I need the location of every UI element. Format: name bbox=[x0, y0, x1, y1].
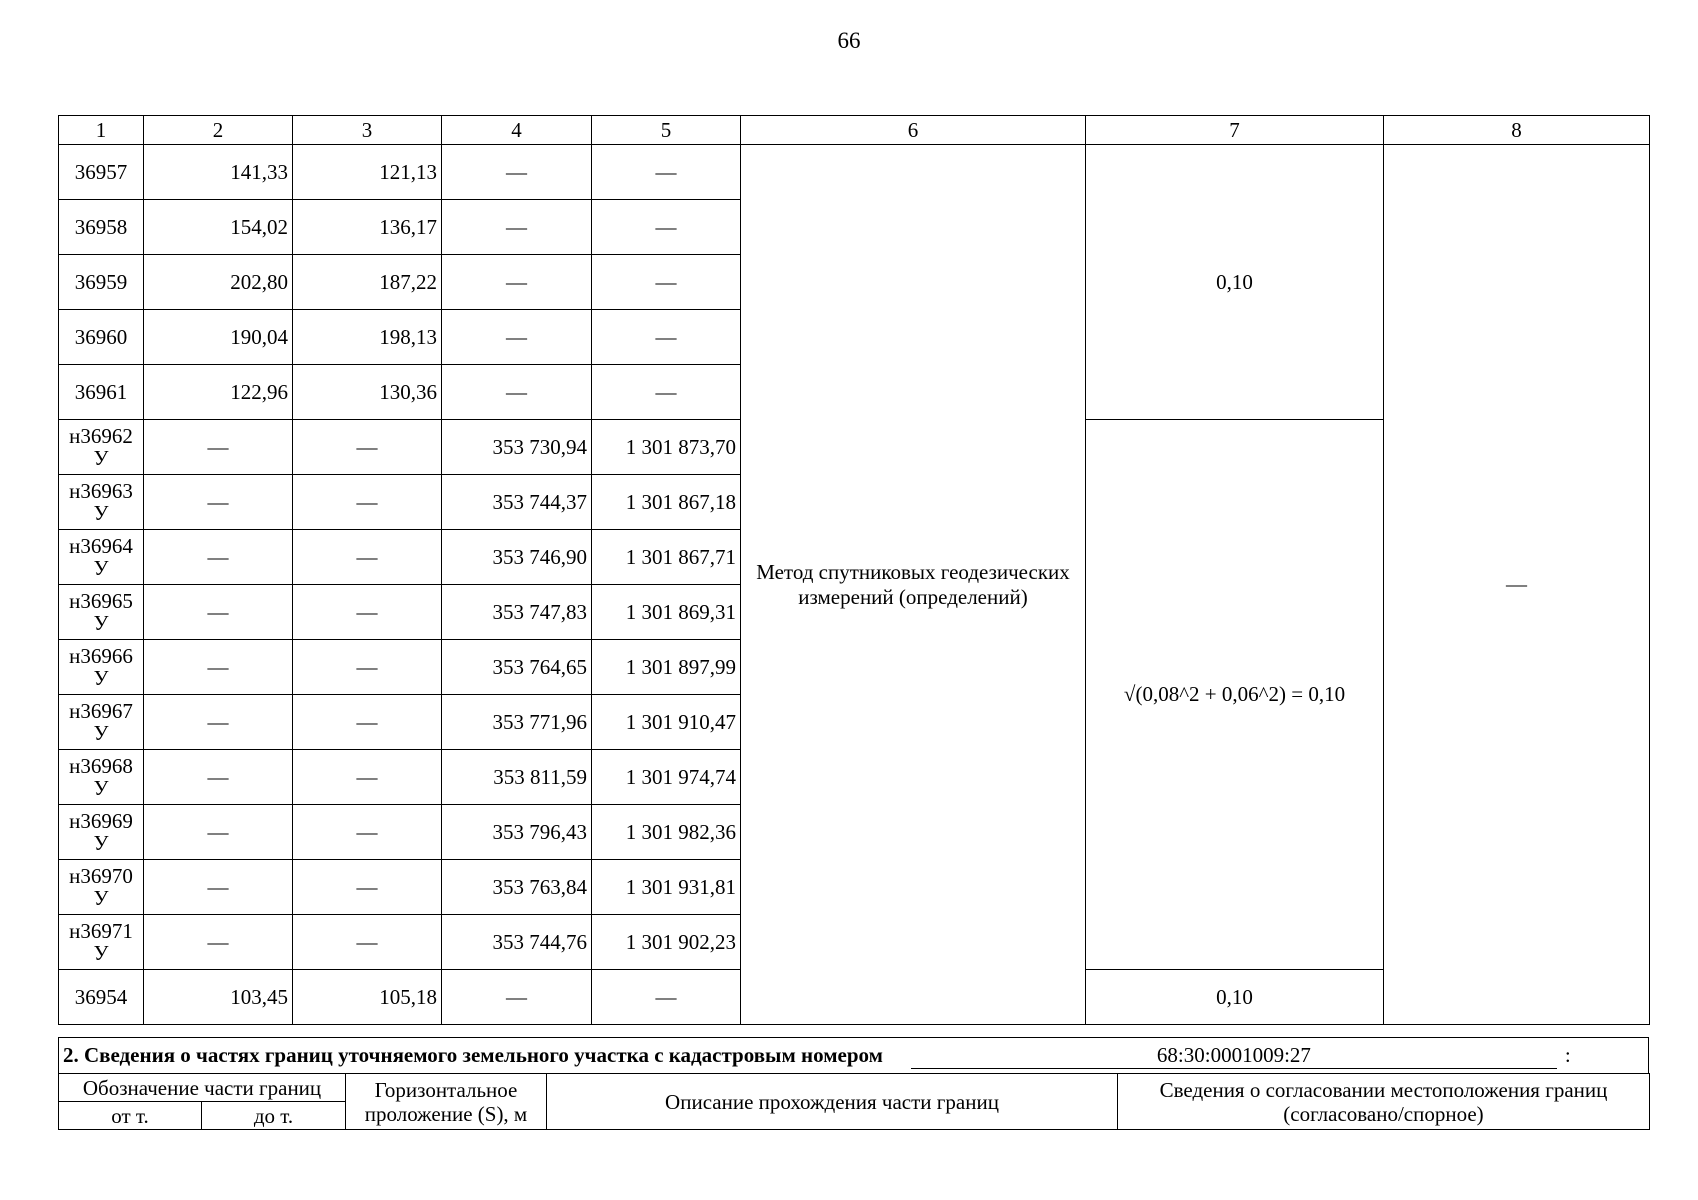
old-x-cell: 202,80 bbox=[144, 255, 293, 310]
point-id-line: У bbox=[93, 501, 109, 525]
new-y-cell: — bbox=[592, 145, 741, 200]
section2-suffix: : bbox=[1564, 1043, 1571, 1067]
agreement-header: Сведения о согласовании местоположения границ (согласовано/спорное) bbox=[1118, 1074, 1650, 1130]
new-x-cell: — bbox=[442, 970, 592, 1025]
column8-cell: — bbox=[1384, 145, 1650, 1025]
header-row bbox=[59, 116, 1650, 145]
point-id-line: У bbox=[93, 776, 109, 800]
point-id-cell bbox=[59, 640, 144, 695]
new-y-cell: 1 301 910,47 bbox=[592, 695, 741, 750]
point-id-cell bbox=[59, 530, 144, 585]
point-id-cell bbox=[59, 860, 144, 915]
new-y-cell: — bbox=[592, 310, 741, 365]
old-y-cell: 136,17 bbox=[293, 200, 442, 255]
new-y-cell: 1 301 897,99 bbox=[592, 640, 741, 695]
new-x-cell: — bbox=[442, 145, 592, 200]
point-id-line: 36959 bbox=[74, 270, 128, 294]
section2-title-table bbox=[58, 1037, 1649, 1074]
point-id-line: н36963 bbox=[69, 479, 133, 503]
to-point-header: до т. bbox=[202, 1102, 346, 1130]
old-x-cell: — bbox=[144, 420, 293, 475]
new-y-cell: 1 301 974,74 bbox=[592, 750, 741, 805]
point-id-line: У bbox=[93, 556, 109, 580]
point-id-line: У bbox=[93, 666, 109, 690]
new-y-cell: 1 301 867,71 bbox=[592, 530, 741, 585]
point-id-cell bbox=[59, 200, 144, 255]
point-id-line: н36967 bbox=[69, 699, 133, 723]
point-id-line: 36957 bbox=[74, 160, 128, 184]
old-x-cell: — bbox=[144, 860, 293, 915]
point-id-cell bbox=[59, 475, 144, 530]
old-y-cell: 105,18 bbox=[293, 970, 442, 1025]
old-y-cell: — bbox=[293, 915, 442, 970]
point-id-line: У bbox=[93, 721, 109, 745]
old-x-cell: — bbox=[144, 585, 293, 640]
header-cell: 7 bbox=[1086, 116, 1384, 145]
point-id-line: У bbox=[93, 611, 109, 635]
point-id-line: н36968 bbox=[69, 754, 133, 778]
new-y-cell: — bbox=[592, 970, 741, 1025]
old-y-cell: — bbox=[293, 860, 442, 915]
point-id-cell bbox=[59, 310, 144, 365]
new-y-cell: — bbox=[592, 255, 741, 310]
new-x-cell: — bbox=[442, 310, 592, 365]
point-id-line: н36964 bbox=[69, 534, 133, 558]
point-id-line: н36970 bbox=[69, 864, 133, 888]
old-x-cell: — bbox=[144, 805, 293, 860]
old-y-cell: — bbox=[293, 805, 442, 860]
new-x-cell: 353 763,84 bbox=[442, 860, 592, 915]
point-id-line: У bbox=[93, 886, 109, 910]
new-x-cell: 353 811,59 bbox=[442, 750, 592, 805]
new-x-cell: 353 747,83 bbox=[442, 585, 592, 640]
old-x-cell: — bbox=[144, 750, 293, 805]
header-cell: 1 bbox=[59, 116, 144, 145]
point-id-cell bbox=[59, 255, 144, 310]
new-x-cell: — bbox=[442, 365, 592, 420]
new-x-cell: 353 744,37 bbox=[442, 475, 592, 530]
old-y-cell: — bbox=[293, 750, 442, 805]
point-id-cell bbox=[59, 750, 144, 805]
point-id-cell bbox=[59, 915, 144, 970]
cadastral-number: 68:30:0001009:27 bbox=[911, 1042, 1557, 1069]
old-y-cell: — bbox=[293, 475, 442, 530]
coordinates-table bbox=[58, 115, 1650, 1025]
new-y-cell: 1 301 902,23 bbox=[592, 915, 741, 970]
new-y-cell: 1 301 869,31 bbox=[592, 585, 741, 640]
point-id-line: н36966 bbox=[69, 644, 133, 668]
old-y-cell: — bbox=[293, 585, 442, 640]
new-x-cell: 353 730,94 bbox=[442, 420, 592, 475]
new-x-cell: 353 796,43 bbox=[442, 805, 592, 860]
accuracy-top-cell: 0,10 bbox=[1086, 145, 1384, 420]
header-cell: 4 bbox=[442, 116, 592, 145]
section2-title: 2. Сведения о частях границ уточняемого земельного участка с кадастровым номером bbox=[63, 1043, 883, 1067]
section2-title-cell bbox=[59, 1038, 1649, 1074]
point-id-line: 36954 bbox=[74, 985, 128, 1009]
accuracy-formula-cell: √(0,08^2 + 0,06^2) = 0,10 bbox=[1086, 420, 1384, 970]
point-id-line: 36960 bbox=[74, 325, 128, 349]
point-id-cell bbox=[59, 805, 144, 860]
new-x-cell: — bbox=[442, 200, 592, 255]
old-y-cell: — bbox=[293, 695, 442, 750]
old-y-cell: — bbox=[293, 640, 442, 695]
old-x-cell: — bbox=[144, 475, 293, 530]
new-y-cell: 1 301 982,36 bbox=[592, 805, 741, 860]
point-id-cell bbox=[59, 585, 144, 640]
point-id-line: 36958 bbox=[74, 215, 128, 239]
old-x-cell: — bbox=[144, 530, 293, 585]
old-x-cell: — bbox=[144, 640, 293, 695]
point-id-cell bbox=[59, 145, 144, 200]
point-id-cell bbox=[59, 695, 144, 750]
new-x-cell: — bbox=[442, 255, 592, 310]
old-y-cell: 187,22 bbox=[293, 255, 442, 310]
point-id-line: н36965 bbox=[69, 589, 133, 613]
old-y-cell: — bbox=[293, 530, 442, 585]
method-cell: Метод спутниковых геодезических измерений (определений) bbox=[741, 145, 1086, 1025]
old-x-cell: — bbox=[144, 695, 293, 750]
point-id-line: н36971 bbox=[69, 919, 133, 943]
point-id-line: У bbox=[93, 831, 109, 855]
old-x-cell: 103,45 bbox=[144, 970, 293, 1025]
old-x-cell: 154,02 bbox=[144, 200, 293, 255]
old-x-cell: 122,96 bbox=[144, 365, 293, 420]
description-header: Описание прохождения части границ bbox=[547, 1074, 1118, 1130]
designation-header: Обозначение части границ bbox=[59, 1074, 346, 1102]
point-id-cell bbox=[59, 970, 144, 1025]
new-y-cell: 1 301 873,70 bbox=[592, 420, 741, 475]
new-x-cell: 353 771,96 bbox=[442, 695, 592, 750]
page-number: 66 bbox=[837, 28, 861, 53]
new-y-cell: — bbox=[592, 365, 741, 420]
old-y-cell: 198,13 bbox=[293, 310, 442, 365]
new-y-cell: 1 301 931,81 bbox=[592, 860, 741, 915]
point-id-line: У bbox=[93, 941, 109, 965]
old-y-cell: — bbox=[293, 420, 442, 475]
table-row bbox=[59, 145, 1650, 200]
header-cell: 2 bbox=[144, 116, 293, 145]
from-point-header: от т. bbox=[59, 1102, 202, 1130]
old-y-cell: 130,36 bbox=[293, 365, 442, 420]
point-id-cell bbox=[59, 420, 144, 475]
header-cell: 3 bbox=[293, 116, 442, 145]
boundary-parts-table bbox=[58, 1073, 1650, 1130]
horizontal-header: Горизонтальное проложение (S), м bbox=[346, 1074, 547, 1130]
new-x-cell: 353 764,65 bbox=[442, 640, 592, 695]
accuracy-bottom-cell: 0,10 bbox=[1086, 970, 1384, 1025]
new-x-cell: 353 746,90 bbox=[442, 530, 592, 585]
point-id-line: н36969 bbox=[69, 809, 133, 833]
header-cell: 5 bbox=[592, 116, 741, 145]
old-x-cell: — bbox=[144, 915, 293, 970]
point-id-cell bbox=[59, 365, 144, 420]
point-id-line: 36961 bbox=[74, 380, 128, 404]
point-id-line: У bbox=[93, 446, 109, 470]
point-id-line: н36962 bbox=[69, 424, 133, 448]
header-cell: 8 bbox=[1384, 116, 1650, 145]
new-y-cell: — bbox=[592, 200, 741, 255]
old-y-cell: 121,13 bbox=[293, 145, 442, 200]
new-x-cell: 353 744,76 bbox=[442, 915, 592, 970]
new-y-cell: 1 301 867,18 bbox=[592, 475, 741, 530]
old-x-cell: 190,04 bbox=[144, 310, 293, 365]
old-x-cell: 141,33 bbox=[144, 145, 293, 200]
header-cell: 6 bbox=[741, 116, 1086, 145]
